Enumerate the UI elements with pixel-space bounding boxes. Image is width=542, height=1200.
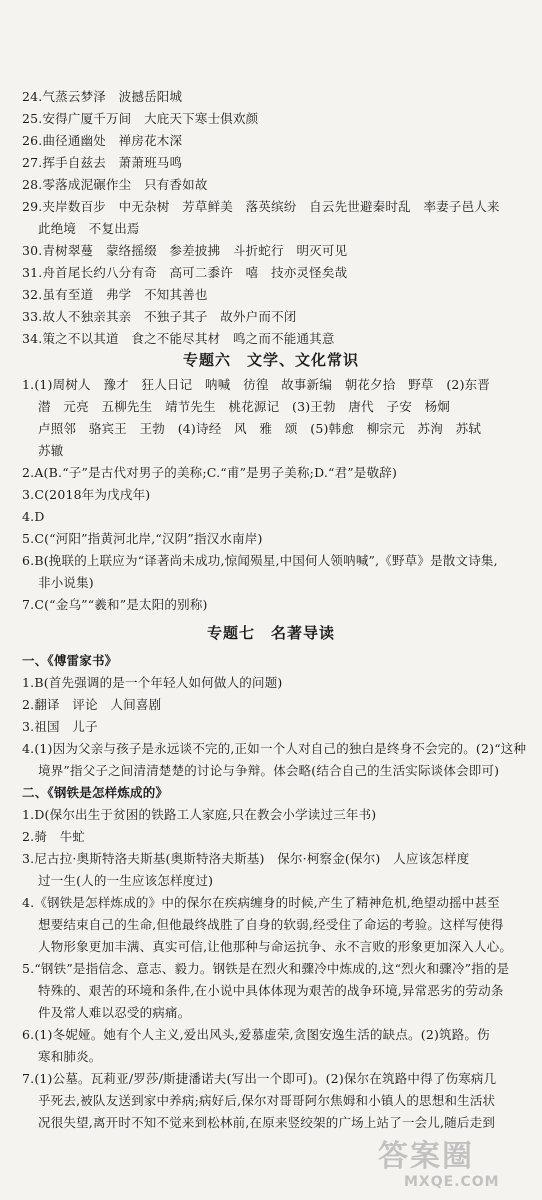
watermark-logo [378,1140,528,1192]
answer-line: 5.“钢铁”是指信念、意志、毅力。钢铁是在烈火和骤冷中炼成的,这“烈火和骤冷”指的是 [22,961,510,976]
answer-line: 27.挥手自兹去 萧萧班马鸣 [22,155,183,170]
answer-line: 潜 元亮 五柳先生 靖节先生 桃花源记 (3)王勃 唐代 子安 杨炯 [38,399,451,414]
answer-line: 寒和肺炎。 [38,1049,102,1064]
answer-line: 28.零落成泥碾作尘 只有香如故 [22,177,208,192]
answer-line: 4.(1)因为父亲与孩子是永远谈不完的,正如一个人对自己的独白是终身不会完的。(2)“这种 [22,741,527,756]
answer-line: 6.(1)冬妮娅。她有个人主义,爱出风头,爱慕虚荣,贪图安逸生活的缺点。(2)筑路。伤 [22,1027,490,1042]
answer-line: 24.气蒸云梦泽 波撼岳阳城 [22,89,183,104]
answer-line: 34.策之不以其道 食之不能尽其材 鸣之而不能通其意 [22,331,335,346]
watermark-title: 答案圈 [378,1139,474,1174]
answer-line: 1.D(保尔出生于贫困的铁路工人家庭,只在教会小学读过三年书) [22,807,377,822]
answer-line: 苏辙 [38,443,64,458]
answer-line: 此绝境 不复出焉 [38,221,140,236]
answer-line: 3.祖国 儿子 [22,719,98,734]
section-heading-7: 专题七 名著导读 [206,624,335,642]
subsection-title: 一、《傅雷家书》 [22,653,118,668]
answer-line: 人物形象更加丰满、真实可信,让他那种与命运抗争、永不言败的形象更加深入人心。 [38,939,513,954]
answer-line: 境界”指父子之间清清楚楚的讨论与争辩。体会略(结合自己的生活实际谈体会即可) [38,763,500,778]
answer-line: 1.(1)周树人 豫才 狂人日记 呐喊 彷徨 故事新编 朝花夕拾 野草 (2)东晋 [22,377,491,392]
answer-line: 况很失望,离开时不知不觉来到松林前,在原来竖绞架的广场上站了一会儿,随后走到 [38,1115,496,1130]
answer-line: 5.C(“河阳”指黄河北岸,“汉阴”指汉水南岸) [22,531,263,546]
answer-line: 4.D [22,509,45,524]
answer-line: 过一生(人的一生应该怎样度过) [38,873,214,888]
answer-line: 卢照邻 骆宾王 王勃 (4)诗经 风 雅 颂 (5)韩愈 柳宗元 苏洵 苏轼 [38,421,482,436]
answer-line: 7.C(“金乌”“羲和”是太阳的别称) [22,597,208,612]
answer-line: 2.骑 牛虻 [22,829,86,844]
answer-line: 31.舟首尾长约八分有奇 高可二黍许 嘻 技亦灵怪矣哉 [22,265,348,280]
section-heading-6: 专题六 文学、文化常识 [182,351,359,369]
answer-line: 3.尼古拉·奥斯特洛夫斯基(奥斯特洛夫斯基) 保尔·柯察金(保尔) 人应该怎样度 [22,851,470,866]
answer-line: 1.B(首先强调的是一个年轻人如何做人的问题) [22,675,283,690]
answer-line: 2.翻译 评论 人间喜剧 [22,697,162,712]
answer-line: 7.(1)公墓。瓦莉亚/罗莎/斯捷潘诺夫(写出一个即可)。(2)保尔在筑路中得了伤寒病几 [22,1071,497,1086]
answer-line: 25.安得广厦千万间 大庇天下寒士俱欢颜 [22,111,259,126]
answer-line: 32.虽有至道 弗学 不知其善也 [22,287,208,302]
watermark-url: MXQE.COM [404,1174,500,1190]
answer-line: 件及常人难以忍受的病痛。 [38,1005,191,1020]
answer-line: 29.夹岸数百步 中无杂树 芳草鲜美 落英缤纷 自云先世避秦时乱 率妻子邑人来 [22,199,500,214]
answer-line: 30.青树翠蔓 蒙络摇缀 参差披拂 斗折蛇行 明灭可见 [22,243,348,258]
answer-line: 非小说集) [38,575,94,590]
answer-line: 3.C(2018年为戊戌年) [22,487,151,502]
answer-line: 2.A(B.“子”是古代对男子的美称;C.“甫”是男子美称;D.“君”是敬辞) [22,465,398,480]
answer-line: 4.《钢铁是怎样炼成的》中的保尔在疾病缠身的时候,产生了精神危机,绝望动摇中甚至 [22,895,500,910]
subsection-title: 二、《钢铁是怎样炼成的》 [22,785,169,800]
answer-line: 6.B(挽联的上联应为“译著尚未成功,惊闻殒星,中国何人领呐喊”,《野草》是散文诗集, [22,553,498,568]
answer-line: 乎死去,被队友送到家中养病;病好后,保尔对哥哥阿尔焦姆和小镇人的思想和生活状 [38,1093,496,1108]
answer-line: 特殊的、艰苦的环境和条件,在小说中具体体现为艰苦的战争环境,异常恶劣的劳动条 [38,983,504,998]
answer-line: 33.故人不独亲其亲 不独子其子 故外户而不闭 [22,309,297,324]
answer-line: 想要结束自己的生命,但他最终战胜了自身的软弱,经受住了命运的考验。这样写使得 [38,917,504,932]
answer-line: 26.曲径通幽处 禅房花木深 [22,133,183,148]
